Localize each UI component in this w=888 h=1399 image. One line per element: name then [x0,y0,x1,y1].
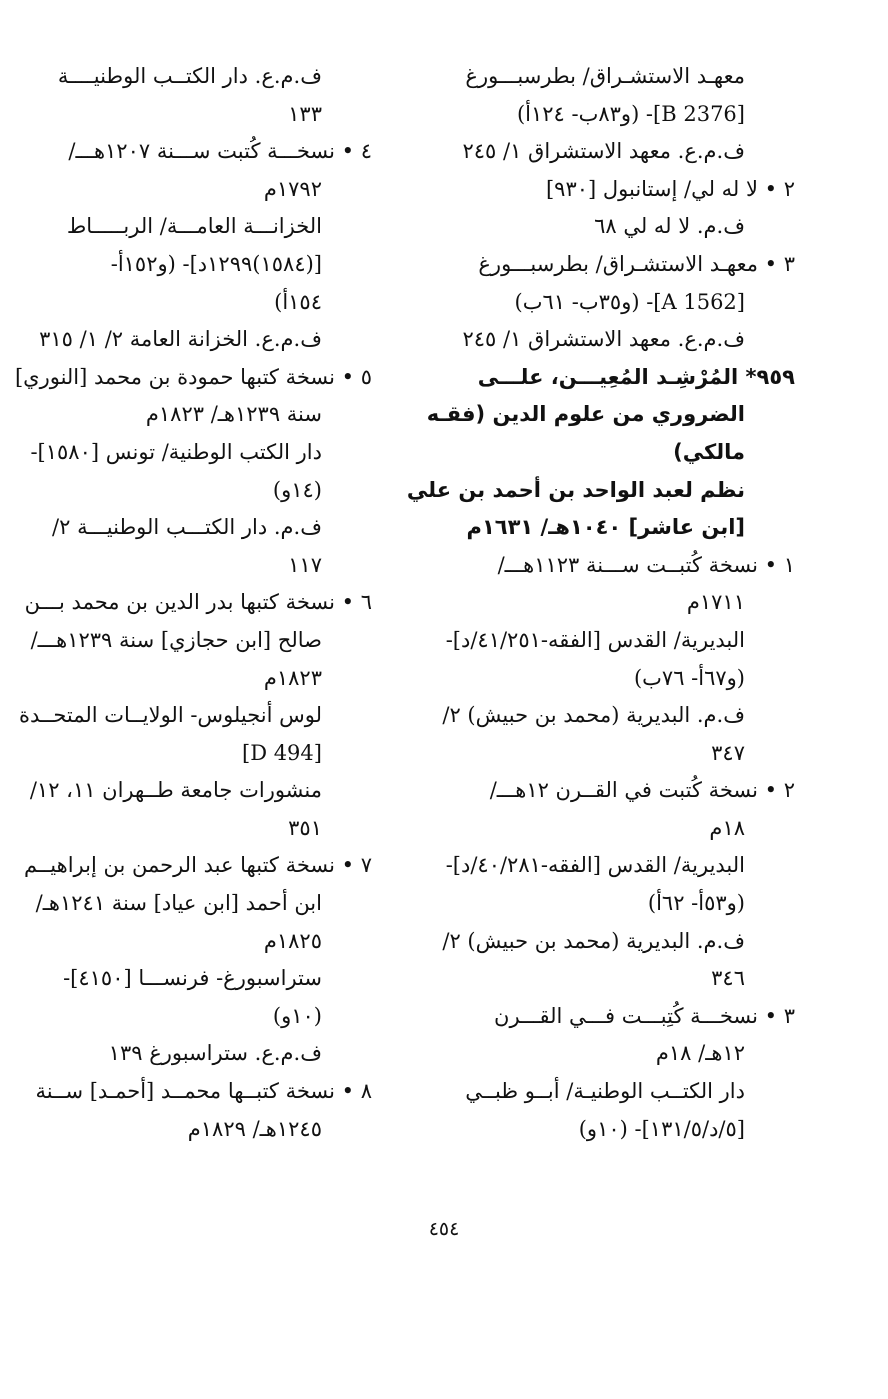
left-column-line: ف.م.ع. ستراسبورغ ١٣٩ [108,1041,322,1066]
right-column-line: ٣٤٧ [711,740,745,765]
right-column-line: ف.م. البديرية (محمد بن حبيش) ٢/ [442,703,745,728]
left-column-line: ٤ • نسخـــة كُتبت ســـنة ١٢٠٧هـــ/ [68,139,372,164]
right-column-line: [٥/د/١٣١/٥]- (١٠و) [578,1116,745,1141]
right-column-line: ٣٤٦ [711,966,745,991]
left-column-line: ١٨٢٥م [263,928,322,953]
left-column-line: ٦ • نسخة كتبها بدر الدين بن محمد بـــن [24,590,372,615]
right-column-line: ٢ • لا له لي/ إستانبول [٩٣٠] [545,176,795,201]
right-column-line: ٩٥٩* المُرْشِـد المُعِيـــن، علـــى [477,364,795,389]
left-column-line: ١١٧ [288,552,322,577]
right-column-line: معهـد الاستشـراق/ بطرسبـــورغ [465,64,745,88]
right-column-line: ف.م.ع. معهد الاستشراق ١/ ٢٤٥ [462,327,745,352]
left-column-line: [(١٥٨٤)١٢٩٩د]- (و١٥٢أ- [110,251,322,276]
right-column-line: ٣ • معهـد الاستشـراق/ بطرسبـــورغ [478,251,795,276]
right-column-line: (و٥٣أ- ٦٢أ) [647,891,745,916]
left-column-line: ٧ • نسخة كتبها عبد الرحمن بن إبراهيــم [24,853,372,878]
right-column-line: ف.م. لا له لي ٦٨ [594,214,745,239]
right-column-line: ف.م.ع. معهد الاستشراق ١/ ٢٤٥ [462,139,745,164]
right-column-line: ١٧١١م [686,590,745,615]
left-column-line: سنة ١٢٣٩هـ/ ١٨٢٣م [145,402,322,427]
left-column-line: (١٠و) [272,1003,322,1028]
left-column-line: ٣٥١ [288,815,322,840]
left-column-line: لوس أنجيلوس- الولايــات المتحــدة [19,703,322,728]
left-column-line: ١٥٤أ) [274,289,322,314]
right-column-line: ٢ • نسخة كُتبت في القــرن ١٢هـــ/ [489,778,795,803]
left-column-line: ١٨٢٣م [263,665,322,690]
page-number: ٤٥٤ [428,1218,460,1240]
left-column-line: ابن أحمد [ابن عياد] سنة ١٢٤١هـ/ [35,891,322,916]
right-column-line: البديرية/ القدس [الفقه-٤١/٢٥١/د]- [445,627,745,652]
right-column-line: دار الكتــب الوطنيـة/ أبــو ظبــي [465,1079,745,1104]
right-column-line: [ابن عاشر] ١٠٤٠هـ/ ١٦٣١م [466,515,745,540]
left-column-line: منشورات جامعة طــهران ١١، ١٢/ [29,778,322,803]
left-column-line: ف.م. دار الكتـــب الوطنيـــة ٢/ [52,515,322,540]
left-column-line: ٥ • نسخة كتبها حمودة بن محمد [النوري] [14,364,372,389]
left-column-line: (١٤و) [272,477,322,502]
right-column-line: البديرية/ القدس [الفقه-٤٠/٢٨١/د]- [445,853,745,878]
left-column-line: دار الكتب الوطنية/ تونس [١٥٨٠]- [30,439,322,464]
right-column [406,58,795,1148]
left-column [14,58,372,1148]
right-column-line: (و٦٧أ- ٧٦ب) [633,665,745,690]
right-column-line: ١٨م [709,815,745,840]
left-column-line: [D 494] [241,740,322,765]
right-column-line: الضروري من علوم الدين (فقـه [426,402,745,427]
right-column-line: [B 2376]- (و٨٣ب- ١٢٤أ) [516,101,745,126]
right-column-line: ١ • نسخة كُتبــت ســـنة ١١٢٣هـــ/ [497,552,795,577]
left-column-line: ١٧٩٢م [263,176,322,201]
left-column-line: ف.م.ع. الخزانة العامة ٢/ ١/ ٣١٥ [39,327,322,352]
left-column-line: الخزانـــة العامـــة/ الربـــــاط [66,214,322,239]
right-column-line: مالكي) [673,439,745,464]
right-column-line: [A 1562]- (و٣٥ب- ٦١ب) [514,289,745,314]
right-column-line: ف.م. البديرية (محمد بن حبيش) ٢/ [442,928,745,953]
right-column-line: ٣ • نسخـــة كُتِبـــت فـــي القـــرن [494,1003,795,1028]
left-column-line: ١٣٣ [288,101,322,126]
left-column-line: ٨ • نسخة كتبــها محمــد [أحمـد] ســنة [35,1079,372,1104]
left-column-line: ف.م.ع. دار الكتــب الوطنيــــة [57,64,322,88]
right-column-line: نظم لعبد الواحد بن أحمد بن علي [406,477,745,502]
left-column-line: ١٢٤٥هـ/ ١٨٢٩م [187,1116,322,1141]
right-column-line: ١٢هـ/ ١٨م [655,1041,745,1066]
left-column-line: ستراسبورغ- فرنســـا [٤١٥٠]- [63,966,322,991]
left-column-line: صالح [ابن حجازي] سنة ١٢٣٩هـــ/ [30,627,322,652]
